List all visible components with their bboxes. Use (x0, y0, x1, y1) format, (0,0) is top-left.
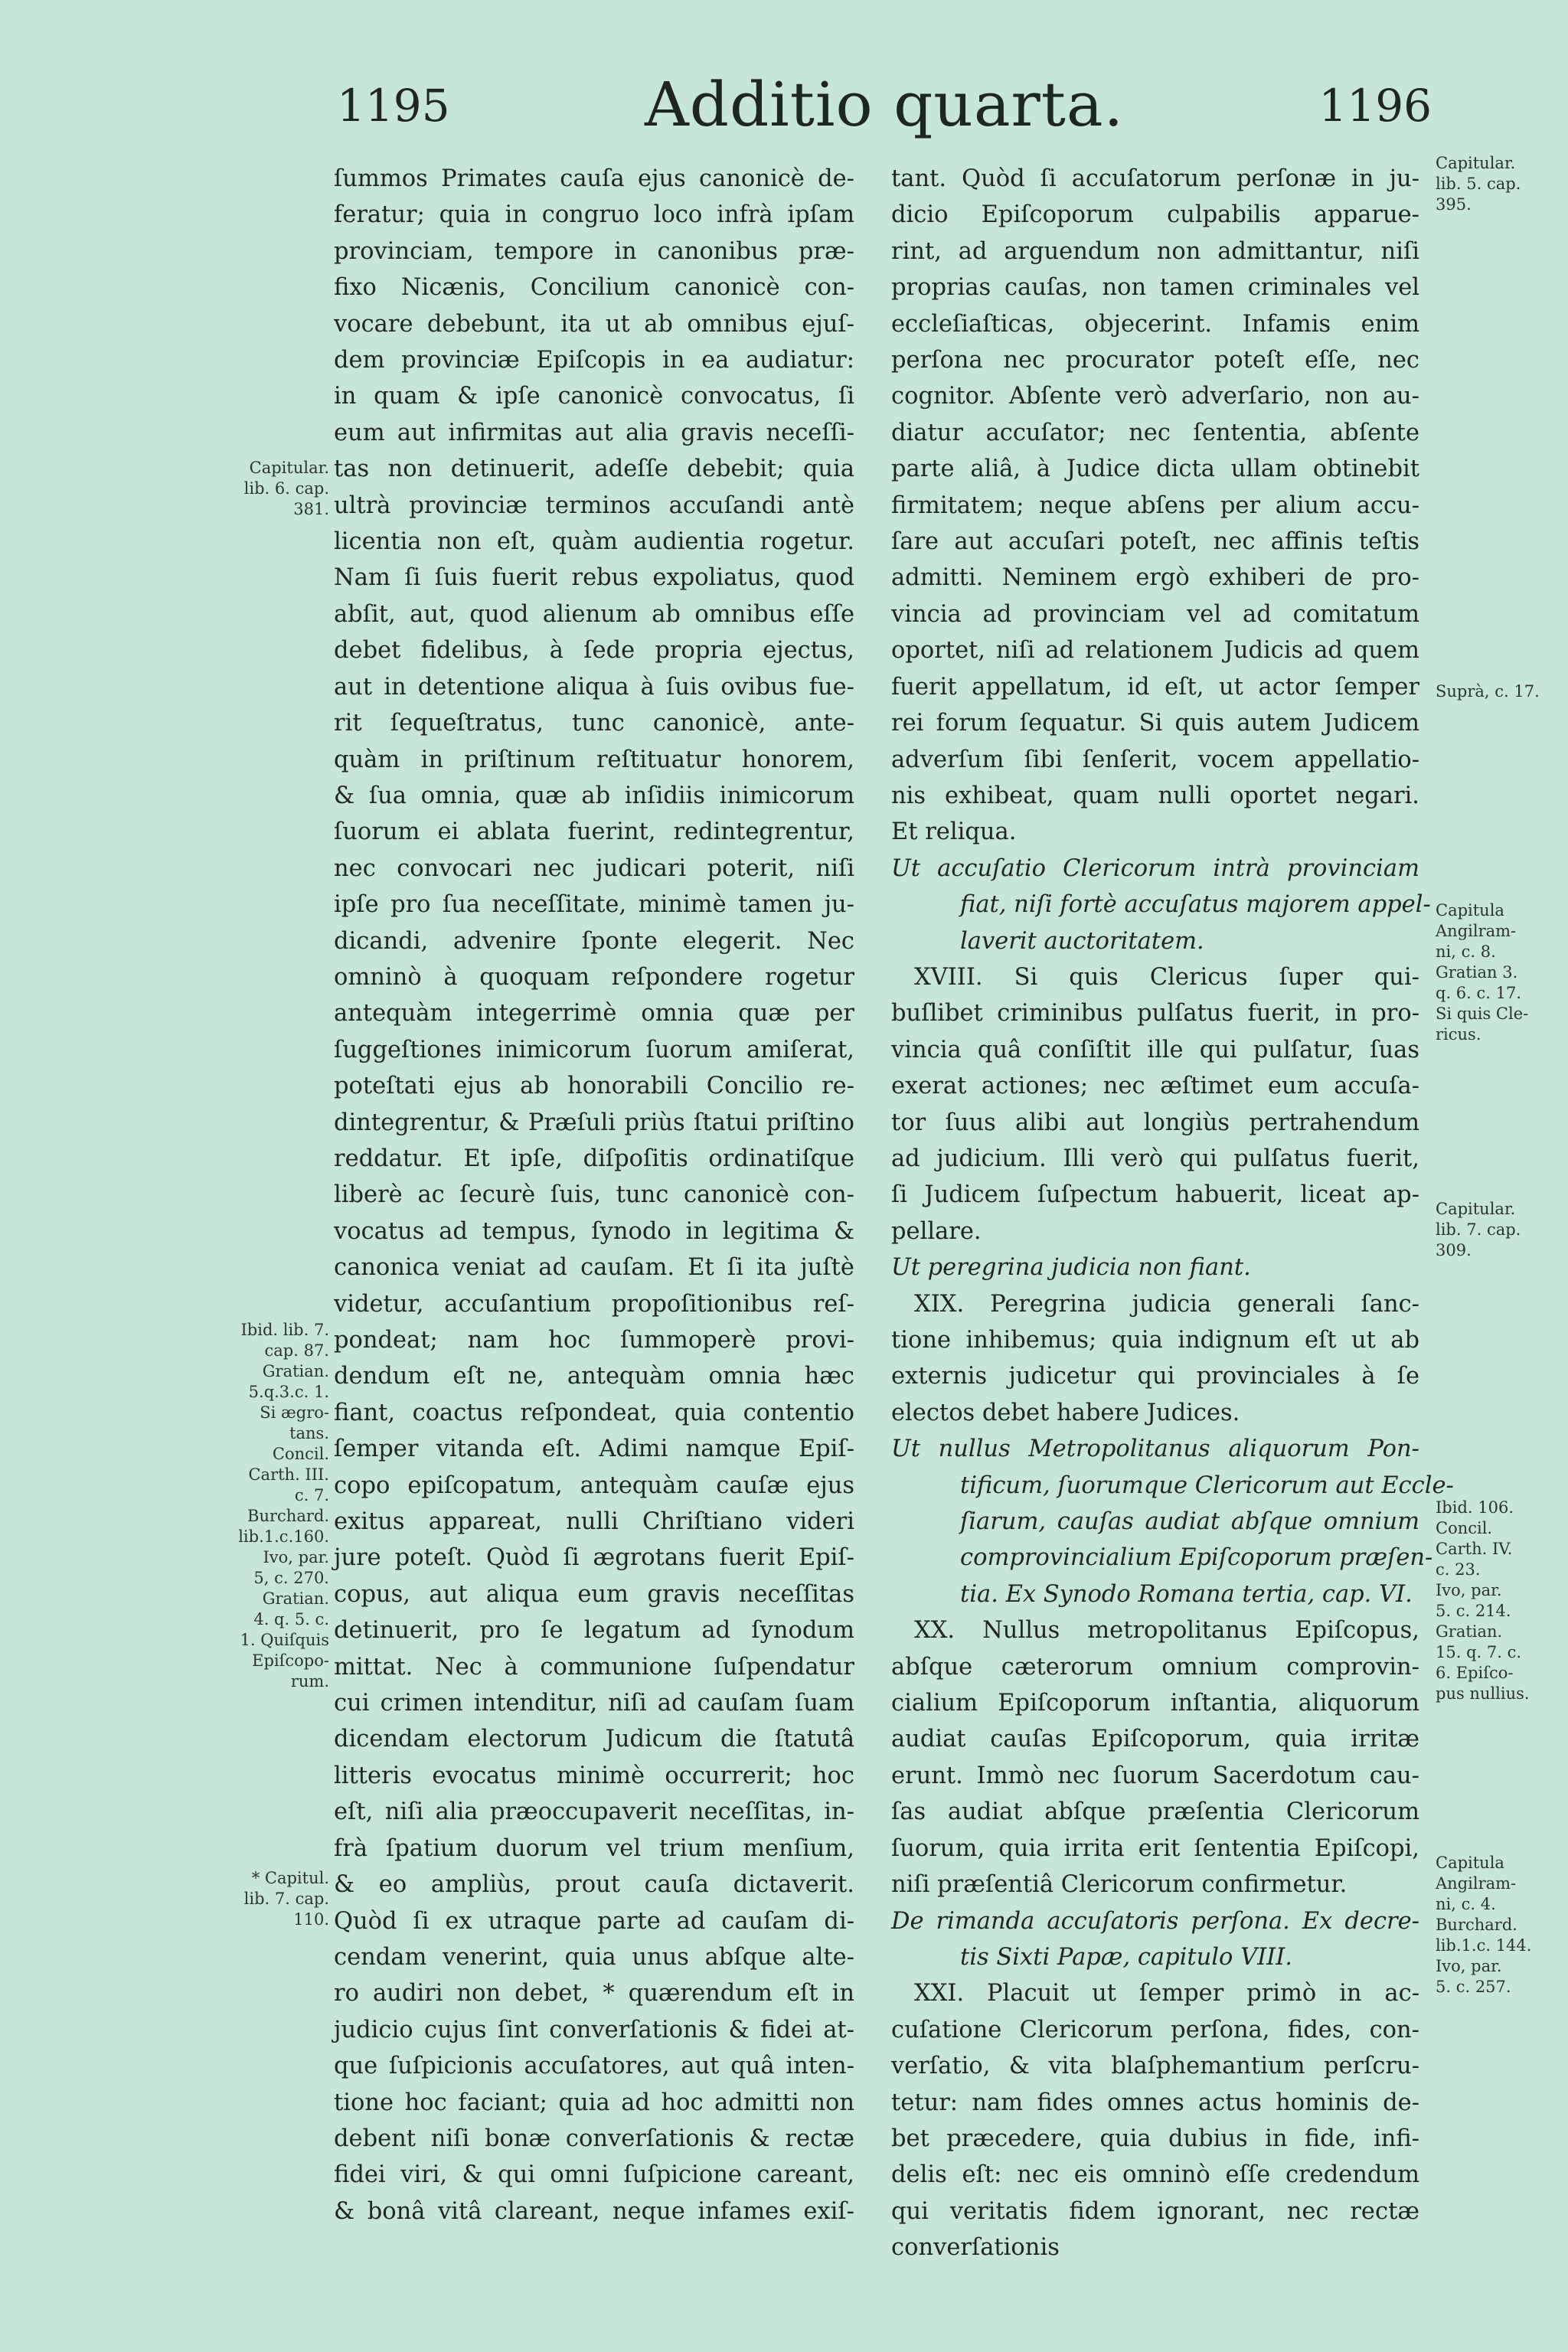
text-line: in quam & ipſe canonicè convocatus, ſi (334, 383, 854, 410)
text-line: aut in detentione aliqua à ſuis ovibus fue- (334, 673, 854, 701)
text-line: dendum eſt ne, antequàm omnia hæc (334, 1363, 854, 1390)
margin-note-right (1436, 681, 1558, 702)
text-line: nec convocari nec judicari poterit, niſi (334, 854, 854, 882)
text-line: delis eſt: nec eis omninò eſſe credendum (891, 2161, 1419, 2189)
text-line: provinciam, tempore in canonibus præ- (334, 237, 854, 265)
margin-note-line: Capitular. (249, 459, 329, 477)
text-line: & ſua omnia, quæ ab inſidiis inimicorum (334, 782, 854, 809)
text-line: reddatur. Et ipſe, diſpoſitis ordinatiſque (334, 1145, 854, 1172)
margin-note-line: Concil. (1436, 1519, 1493, 1537)
text-line: judicio cujus ſint converſationis & fidei at- (334, 2016, 854, 2043)
text-line: ſas audiat abſque præſentia Clericorum (891, 1798, 1419, 1826)
margin-note-left (207, 1868, 329, 1930)
margin-note-line: rum. (290, 1672, 329, 1690)
margin-note-line: Capitular. (1436, 154, 1516, 172)
text-line: cui crimen intenditur, niſi ad cauſam ſuam (334, 1690, 854, 1717)
text-line: abſque cæterorum omnium comprovin- (891, 1653, 1419, 1681)
text-line: Ut nullus Metropolitanus aliquorum Pon- (891, 1436, 1419, 1463)
margin-note-line: 5. c. 257. (1436, 1978, 1511, 1996)
page-header (329, 69, 1439, 153)
text-line: externis judicetur qui provinciales à ſe (891, 1363, 1419, 1390)
text-line: rit ſequeſtratus, tunc canonicè, ante- (334, 710, 854, 737)
text-line: & bonâ vitâ clareant, neque infames exiſ- (334, 2197, 854, 2225)
text-line: tor ſuus alibi aut longiùs pertrahendum (891, 1109, 1419, 1136)
text-line: feratur; quia in congruo loco infrà ipſam (334, 201, 854, 229)
margin-note-line: Ibid. lib. 7. (240, 1321, 329, 1339)
margin-note-line: lib.1.c.160. (238, 1527, 329, 1546)
text-line: XXI. Placuit ut ſemper primò in ac- (914, 1980, 1419, 2007)
margin-note-line: 395. (1436, 195, 1472, 214)
text-line: debet fidelibus, à ſede propria ejectus, (334, 637, 854, 665)
text-line: poteſtati ejus ab honorabili Concilio re- (334, 1073, 854, 1100)
text-line: Nam ſi ſuis fuerit rebus expoliatus, quod (334, 564, 854, 592)
text-line: XX. Nullus metropolitanus Epiſcopus, (914, 1617, 1419, 1645)
text-line: audiat cauſas Epiſcoporum, quia irritæ (891, 1726, 1419, 1753)
rubric-heading (891, 1903, 1419, 1976)
margin-note-line: Gratian 3. (1436, 963, 1518, 982)
paragraph (891, 1286, 1419, 1432)
margin-note-line: Ivo, par. (263, 1548, 329, 1566)
margin-note-line: cap. 87. (264, 1341, 329, 1360)
text-line: jure poteſt. Quòd ſi ægrotans fuerit Epiſ- (334, 1544, 854, 1572)
text-line: rint, ad arguendum non admittantur, niſi (891, 237, 1419, 265)
margin-note-line: Concil. (272, 1445, 329, 1463)
margin-note-line: ni, c. 4. (1436, 1895, 1496, 1913)
text-line: eccleſiaſticas, objecerint. Infamis enim (891, 310, 1419, 338)
paragraph (891, 1975, 1419, 2265)
text-line: exerat actiones; nec æſtimet eum accuſa- (891, 1073, 1419, 1100)
paragraph (891, 1612, 1419, 1903)
margin-note-line: Carth. IV. (1436, 1540, 1513, 1558)
text-line: proprias cauſas, non tamen criminales vel (891, 274, 1419, 302)
margin-note-line: Suprà, c. 17. (1436, 682, 1540, 701)
margin-note-line: q. 6. c. 17. (1436, 984, 1522, 1002)
text-line: frà ſpatium duorum vel trium menſium, (334, 1834, 854, 1862)
text-line: comprovincialium Epiſcoporum præſen- (960, 1544, 1433, 1572)
text-line: ſare aut accuſari poteſt, nec affinis teſtis (891, 528, 1419, 556)
text-line: Et reliqua. (891, 818, 1017, 846)
text-line: liberè ac ſecurè ſuis, tunc canonicè con- (334, 1181, 854, 1209)
margin-note-line: lib. 6. cap. (243, 479, 329, 498)
text-line: cuſatione Clericorum perſona, fides, con- (891, 2016, 1419, 2043)
paragraph (891, 959, 1419, 1250)
text-line: dicendam electorum Judicum die ſtatutâ (334, 1726, 854, 1753)
margin-note-line: pus nullius. (1436, 1684, 1530, 1703)
margin-note-line: lib. 5. cap. (1436, 175, 1521, 193)
margin-note-line: 309. (1436, 1241, 1472, 1259)
text-line: cialium Epiſcoporum inſtantia, aliquorum (891, 1690, 1419, 1717)
rubric-heading (891, 1250, 1419, 1285)
paragraph (334, 161, 854, 2230)
margin-note-line: Ivo, par. (1436, 1581, 1502, 1599)
page-number-right: 1196 (1318, 80, 1432, 132)
text-line: licentia non eſt, quàm audientia rogetur. (334, 528, 854, 556)
text-line: ſi Judicem ſuſpectum habuerit, liceat ap- (891, 1181, 1419, 1209)
text-line: XIX. Peregrina judicia generali ſanc- (914, 1290, 1419, 1318)
text-line: bet præcedere, quia dubius in fide, infi- (891, 2125, 1419, 2152)
margin-note-right (1436, 1498, 1558, 1704)
margin-note-line: Ibid. 106. (1436, 1498, 1514, 1517)
rubric-heading (891, 851, 1431, 959)
text-line: cendam venerint, quia unus abſque alte- (334, 1943, 854, 1971)
text-line: tione hoc faciant; quia ad hoc admitti non (334, 2089, 854, 2116)
margin-note-line: 15. q. 7. c. (1436, 1643, 1522, 1661)
text-line: abſit, aut, quod alienum ab omnibus eſſe (334, 600, 854, 628)
text-line: vincia ad provinciam vel ad comitatum (891, 600, 1419, 628)
text-line: laverit auctoritatem. (960, 927, 1204, 955)
text-line: perſona nec procurator poteſt eſſe, nec (891, 347, 1419, 374)
margin-note-line: Carth. III. (248, 1465, 329, 1484)
margin-note-line: lib. 7. cap. (243, 1890, 329, 1908)
margin-note-line: Angilram- (1436, 922, 1517, 940)
margin-note-line: 1. Quiſquis (240, 1631, 329, 1649)
margin-note-line: Capitula (1436, 901, 1504, 920)
text-line: debent niſi bonæ converſationis & rectæ (334, 2125, 854, 2152)
text-line: ro audiri non debet, * quærendum eſt in (334, 1980, 854, 2007)
text-line: qui veritatis fidem ignorant, nec rectæ (891, 2197, 1419, 2225)
text-line: fiat, niſi fortè accuſatus majorem appel- (960, 891, 1431, 919)
text-line: diatur accuſator; nec ſententia, abſente (891, 419, 1419, 446)
text-line: tant. Quòd ſi accuſatorum perſonæ in ju- (891, 165, 1419, 192)
text-line: dintegrentur, & Præſuli priùs ſtatui priſtino (334, 1109, 854, 1136)
margin-note-right (1436, 1853, 1558, 1998)
text-line: Ut accuſatio Clericorum intrà provinciam (891, 854, 1419, 882)
margin-note-line: 6. Epiſco- (1436, 1664, 1514, 1682)
margin-note-line: Si quis Cle- (1436, 1004, 1529, 1023)
page-title: Additio quarta. (644, 69, 1125, 140)
text-line: copo epiſcopatum, antequàm cauſæ ejus (334, 1472, 854, 1499)
margin-note-right (1436, 900, 1558, 1045)
text-line: tia. Ex Synodo Romana tertia, cap. VI. (960, 1580, 1413, 1608)
margin-note-line: 5. c. 214. (1436, 1602, 1511, 1620)
text-line: videtur, accuſantium propoſitionibus reſ- (334, 1290, 854, 1318)
text-line: pondeat; nam hoc ſummoperè provi- (334, 1327, 854, 1354)
text-line: Quòd ſi ex utraque parte ad cauſam di- (334, 1907, 854, 1935)
text-line: que ſuſpicionis accuſatores, aut quâ inten- (334, 2053, 854, 2080)
text-line: mittat. Nec à communione ſuſpendatur (334, 1653, 854, 1681)
margin-note-line: Gratian. (262, 1362, 329, 1380)
margin-note-line: Gratian. (262, 1589, 329, 1608)
margin-note-line: Burchard. (247, 1507, 329, 1525)
margin-note-line: c. 7. (294, 1486, 329, 1504)
margin-note-line: Capitula (1436, 1854, 1504, 1872)
text-line: tas non detinuerit, adeſſe debebit; quia (334, 456, 854, 483)
text-line: exitus appareat, nulli Chriſtiano videri (334, 1508, 854, 1536)
text-line: eſt, niſi alia præoccupaverit neceſſitas, in- (334, 1798, 854, 1826)
margin-note-line: Capitular. (1436, 1200, 1516, 1218)
text-line: nis exhibeat, quam nulli oportet negari. (891, 782, 1419, 809)
margin-note-right (1436, 153, 1558, 215)
margin-note-line: c. 23. (1436, 1560, 1481, 1579)
text-line: ſuorum, quia irrita erit ſententia Epiſcopi, (891, 1834, 1419, 1862)
margin-note-line: Gratian. (1436, 1622, 1503, 1641)
text-line: ſuggeſtiones inimicorum ſuorum amiſerat, (334, 1036, 854, 1063)
margin-note-line: Epiſcopo- (252, 1651, 329, 1670)
margin-note-line: * Capitul. (251, 1869, 329, 1887)
text-line: ſiarum, cauſas audiat abſque omnium (960, 1508, 1419, 1536)
text-line: De rimanda accuſatoris perſona. Ex decre- (891, 1907, 1419, 1935)
text-line: niſi præſentiâ Clericorum confirmetur. (891, 1871, 1348, 1899)
margin-note-line: ni, c. 8. (1436, 942, 1496, 961)
text-line: dem provinciæ Epiſcopis in ea audiatur: (334, 347, 854, 374)
text-line: admitti. Neminem ergò exhiberi de pro- (891, 564, 1419, 592)
text-line: XVIII. Si quis Clericus ſuper qui- (914, 963, 1419, 991)
text-line: detinuerit, pro ſe legatum ad ſynodum (334, 1617, 854, 1645)
text-line: omninò à quoquam reſpondere rogetur (334, 963, 854, 991)
text-line: ad judicium. Illi verò qui pulſatus fuerit, (891, 1145, 1419, 1172)
text-line: litteris evocatus minimè occurrerit; hoc (334, 1762, 854, 1789)
text-line: fuerit appellatum, id eſt, ut actor ſemper (891, 673, 1419, 701)
text-line: tificum, ſuorumque Clericorum aut Eccle- (960, 1472, 1454, 1499)
left-text-column (334, 161, 854, 2230)
text-line: dicio Epiſcoporum culpabilis apparue- (891, 201, 1419, 229)
margin-note-line: 381. (293, 500, 329, 518)
text-line: oportet, niſi ad relationem Judicis ad quem (891, 637, 1419, 665)
margin-note-line: Si ægro- (260, 1403, 329, 1422)
text-line: converſationis (891, 2234, 1060, 2262)
text-line: canonica veniat ad cauſam. Et ſi ita juſtè (334, 1254, 854, 1282)
text-line: ſummos Primates cauſa ejus canonicè de- (334, 165, 854, 192)
page-number-left: 1195 (337, 80, 450, 132)
text-line: adverſum ſibi ſenſerit, vocem appellatio- (891, 746, 1419, 773)
text-line: verſatio, & vita blaſphemantium perſcru- (891, 2053, 1419, 2080)
margin-note-line: Angilram- (1436, 1874, 1517, 1893)
text-line: cognitor. Abſente verò adverſario, non au- (891, 383, 1419, 410)
text-line: electos debet habere Judices. (891, 1399, 1240, 1426)
margin-note-line: Burchard. (1436, 1916, 1517, 1934)
margin-note-line: 5, c. 270. (253, 1569, 329, 1587)
margin-note-line: lib. 7. cap. (1436, 1220, 1521, 1239)
text-line: pellare. (891, 1217, 982, 1245)
text-line: vincia quâ conſiſtit ille qui pulſatur, ſuas (891, 1036, 1419, 1063)
margin-note-right (1436, 1199, 1558, 1261)
text-line: tione inhibemus; quia indignum eſt ut ab (891, 1327, 1419, 1354)
text-line: fidei viri, & qui omni ſuſpicione careant, (334, 2161, 854, 2189)
text-line: firmitatem; neque abſens per alium accu- (891, 492, 1419, 519)
text-line: fixo Nicænis, Concilium canonicè con- (334, 274, 854, 302)
text-line: buſlibet criminibus pulſatus fuerit, in pro- (891, 1000, 1419, 1027)
text-line: eum aut infirmitas aut alia gravis neceſſi- (334, 419, 854, 446)
text-line: quàm in priſtinum reſtituatur honorem, (334, 746, 854, 773)
paragraph (891, 161, 1419, 851)
text-line: dicandi, advenire ſponte elegerit. Nec (334, 927, 854, 955)
margin-note-line: lib.1.c. 144. (1436, 1936, 1532, 1955)
text-line: ipſe pro ſua neceſſitate, minimè tamen ju- (334, 891, 854, 919)
text-line: rei forum ſequatur. Si quis autem Judicem (891, 710, 1419, 737)
text-line: antequàm integerrimè omnia quæ per (334, 1000, 854, 1027)
text-line: tetur: nam fides omnes actus hominis de- (891, 2089, 1419, 2116)
text-line: parte aliâ, à Judice dicta ullam obtinebit (891, 456, 1419, 483)
text-line: vocare debebunt, ita ut ab omnibus ejuſ- (334, 310, 854, 338)
text-line: fiant, coactus reſpondeat, quia contentio (334, 1399, 854, 1426)
margin-note-left (207, 458, 329, 520)
margin-note-line: ricus. (1436, 1025, 1481, 1044)
text-line: copus, aut aliqua eum gravis neceſſitas (334, 1580, 854, 1608)
margin-note-line: 110. (293, 1910, 329, 1929)
margin-note-line: 4. q. 5. c. (253, 1610, 329, 1628)
text-line: ſemper vitanda eſt. Adimi namque Epiſ- (334, 1436, 854, 1463)
text-line: tis Sixti Papæ, capitulo VIII. (960, 1943, 1292, 1971)
text-line: ultrà provinciæ terminos accuſandi antè (334, 492, 854, 519)
margin-note-line: tans. (289, 1424, 329, 1442)
text-line: ſuorum ei ablata fuerint, redintegrentur, (334, 818, 854, 846)
text-line: vocatus ad tempus, ſynodo in legitima & (334, 1217, 854, 1245)
margin-note-line: 5.q.3.c. 1. (248, 1383, 329, 1401)
text-line: erunt. Immò nec ſuorum Sacerdotum cau- (891, 1762, 1419, 1789)
margin-note-line: Ivo, par. (1436, 1957, 1502, 1975)
text-line: & eo ampliùs, prout cauſa dictaverit. (334, 1871, 854, 1899)
margin-note-left (207, 1320, 329, 1692)
text-line: Ut peregrina judicia non fiant. (891, 1254, 1251, 1282)
rubric-heading (891, 1431, 1454, 1612)
